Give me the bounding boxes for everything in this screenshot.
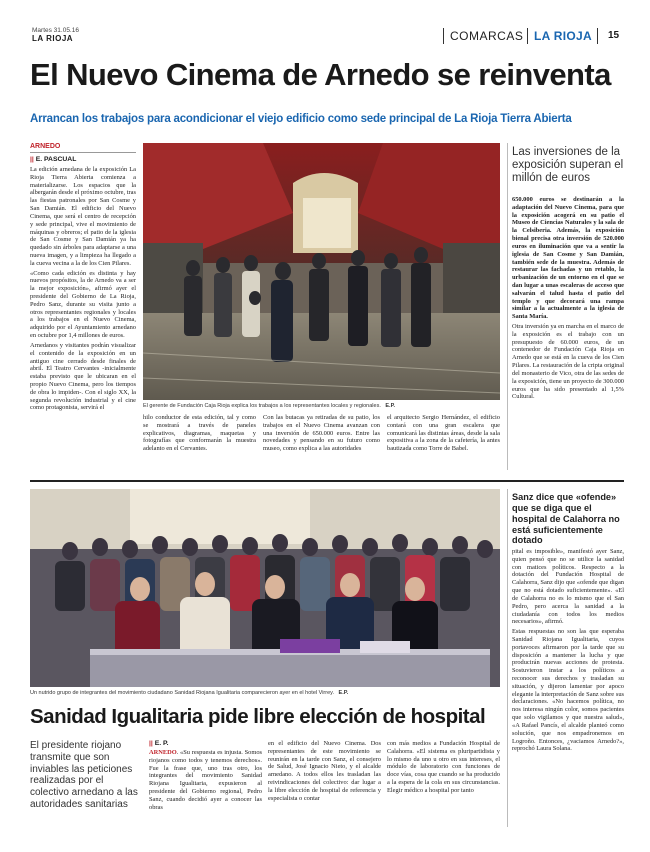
byline	[30, 156, 76, 163]
masthead-divider-2	[527, 28, 528, 44]
article2-col1: ARNEDO. «Su respuesta es injusta. Somos riojanos como todos y tenemos derechos». Fue la frase que, uno tras otro, los integrantes del movimiento Sanidad Riojana Igualitaria, expusieron al presidente del Gobierno regional, Pedro Sanz, cuando decidió ayer a conocer las obras	[149, 749, 262, 811]
paragraph: «Su respuesta es injusta. Somos riojanos como todos y tenemos derechos». Fue la frase que, uno tras otro, los integrantes del movimiento Sanidad Riojana Igualitaria, expusieron al presidente del Gobierno regional, Pedro Sanz, cuando decidió ayer a conocer las obras	[149, 749, 262, 811]
paragraph: Estas respuestas no son las que esperaba Sanidad Riojana Igualitaria, cuyos portavoces afirmaron por la tarde que su disposición a mantener la lucha y que producirán nuevas acciones de protesta. Sostuvieron instar a los políticos a reconocer sus derechos y trasladan su situación, y dijeron lamentar por apoco elegante la interpretación de Sanz sobre sus declaraciones. «No hacemos política, no nos interesa ningún color, somos pacientes que solo vigilamos y que nuestra salud», «A Rafael Pancís, el alcalde planteó como solución, que nos empadronemos en Logroño. Entonces, ¿vaciamos Arnedo?», reprochó Laura Solana.	[512, 628, 624, 753]
byline-rule	[30, 152, 136, 153]
caption-text: Un nutrido grupo de integrantes del movimiento ciudadano Sanidad Riojana Igualitaria comparecieron ayer en el hotel Virrey.	[30, 690, 335, 696]
paragraph: «Como cada edición es distinta y hay nuevos propósitos, la de Arnedo va a ser la mejor exposición», afirmó ayer el presidente del Gobierno de La Rioja, Pedro Sanz, durante su visita junto a otros representantes regionales y locales a los trabajos en el Nuevo Cinema, adquirido por el Ayuntamiento arnedano en octubre por 1,4 millones de euros.	[30, 269, 136, 340]
masthead-divider	[443, 28, 444, 44]
issue-date: Martes 31.05.16	[32, 27, 79, 34]
caption-text: El gerente de Fundación Caja Rioja explica los trabajos a los representantes locales y regionales.	[143, 403, 381, 409]
byline-mark: ||	[30, 156, 34, 163]
cinema-photo	[143, 143, 500, 400]
photo-credit: E.P.	[385, 403, 396, 409]
section-name: COMARCAS	[450, 29, 524, 43]
masthead-divider-3	[597, 28, 598, 44]
sidebar1-title: Las inversiones de la exposición superan el millón de euros	[512, 146, 624, 185]
sidebar1-text	[512, 196, 624, 470]
headline-2: Sanidad Igualitaria pide libre elección de hospital	[30, 705, 486, 728]
photo2-caption	[30, 690, 500, 696]
article2-col2: en el edificio del Nuevo Cinema. Dos representantes de este movimiento se reunirán en la tarde con Sanz, el consejero de Salud, José Ignacio Nieto, y el alcalde arnedano. A todos ellos les trasladan las reivindicaciones del colectivo: dar lugar a la libre elección de hospital de referencia y especialista o contar	[268, 740, 381, 802]
photo-credit: E.P.	[338, 690, 349, 696]
subhead-1: Arrancan los trabajos para acondicionar el viejo edificio como sede principal de La Rioja Tierra Abierta	[30, 113, 572, 125]
article2-col3: con más medios a Fundación Hospital de Calahorra. «El sistema es pluripartidista y lo mismo da uno u otro en sus intereses, el módulo de laboratorio con funciones de doce vías, cosa que cuando se ha producido a la espera de la cola en sus circunstancias. Elegir médico a hospital por tanto	[387, 740, 500, 794]
location-label: ARNEDO	[30, 143, 61, 150]
author-name: E. P.	[154, 740, 169, 747]
sidebar1-rule	[507, 143, 508, 470]
section-separator	[30, 480, 624, 482]
headline-1: El Nuevo Cinema de Arnedo se reinventa	[30, 57, 611, 92]
byline-2	[149, 740, 169, 747]
photo1-caption	[143, 403, 500, 409]
sidebar2-title: Sanz dice que «ofende» que se diga que el hospital de Calahorra no está suficientemente dotado	[512, 492, 620, 546]
paragraph: La edición arnedana de la exposición La Rioja Tierra Abierta comienza a materializarse. Los espacios que la albergarán desde el próximo octubre, tras las fiestas patronales por San Cosme y San Damián. El edificio del Nuevo Cinema, que será el centro de recepción y sede principal, vive el movimiento de máquinas y obreros; el patio de la iglesia de San Cosme y San Damián ya ha quedado sin árboles para adaptarse a una nueva imagen, y a limpieza ha llegado a la cueva vecina a la de los Cien Pilares.	[30, 166, 136, 267]
paragraph: 650.000 euros se destinarán a la adaptación del Nuevo Cinema, para que la exposición acogerá en su patio el Museo de Ciencias Naturales y la sala de la Celsiberia. Además, la exposición bienal precisa otra inversión de 520.000 euros en iluminación que va a sentir la iglesia de San Cosme y San Damián, también sede de la muestra. Además de restaurar las fachadas y un retablo, la urbanización de un entorno en el que se dan lugar a unas escaleras de acceso que salvarán el talud hasta el patio del templo y que decorará una rampa similar a la actualmente a la iglesia de Santa María.	[512, 196, 624, 321]
region-name: LA RIOJA	[534, 29, 592, 43]
article1-col1	[30, 166, 136, 469]
article1-col2: hilo conductor de esta edición, tal y como se mostrará a través de paneles explicativos, diagramas, maquetas y fotografías que conformarán la muestra adelanto en el Cervantes.	[143, 414, 256, 453]
article1-col4: el arquitecto Sergio Hernández, el edificio contará con una gran escalera que comunicará las distintas áreas, desde la sala expositiva a la zona de la cafetería, la antes bautizada como Torre de Babel.	[387, 414, 500, 453]
sidebar2-text	[512, 548, 624, 828]
cinema-photo-illustration	[143, 143, 500, 400]
meeting-photo	[30, 489, 500, 687]
paragraph: pital es imposible», manifestó ayer Sanz, quien pensó que no se utilice la sanidad con matices políticos. Respecto a la dotación del Fundación Hospital de Calahorra, Sanz dijo que «ofende que digan que no está dotado suficientemente». «El de Calahorra no es lo mismo que el San Pedro, pero acerca la sanidad a la ciudadanía con todos los medios necesarios», afirmó.	[512, 548, 624, 626]
sidebar2-rule	[507, 489, 508, 827]
paragraph: Otra inversión ya en marcha en el marco de la exposición es el trabajo con un presupuesto de 60.000 euros, de un contenedor de Fundación Caja Rioja en Arnedo que se está en la cueva de los Cien Pilares. La restauración de la cripta original del monasterio de Vico, otra de las sedes de la exposición, tiene un proyecto de 300.000 euros que ha sido presentado al 1,5% Cultural.	[512, 323, 624, 401]
location-label: ARNEDO	[149, 749, 177, 756]
paper-name: LA RIOJA	[32, 34, 74, 43]
byline-mark: ||	[149, 740, 153, 747]
article1-col3: Con las butacas ya retiradas de su patio, los trabajos en el Nuevo Cinema avanzan con una inversión de 650.000 euros. Entre las novedades y pensando en su futuro como museo, como explica a las autoridades	[263, 414, 380, 453]
paragraph: Arnedanos y visitantes podrán visualizar el contenido de la exposición en un antiguo cine cerrado desde finales de abril. El Teatro Cervantes -inicialmente estaba previsto que le ubicaran en el propio Nuevo Cinema, pero los tiempos de obra lo impiden-. Con el siglo XX, la segunda revolución industrial y el cine como protagonista, servirá el	[30, 341, 136, 412]
meeting-photo-illustration	[30, 489, 500, 687]
page-number: 15	[608, 30, 620, 41]
lede-2: El presidente riojano transmite que son inviables las peticiones realizadas por el colectivo arnedano a las autoridades sanitarias	[30, 740, 138, 810]
author-name: E. PASCUAL	[35, 156, 77, 163]
